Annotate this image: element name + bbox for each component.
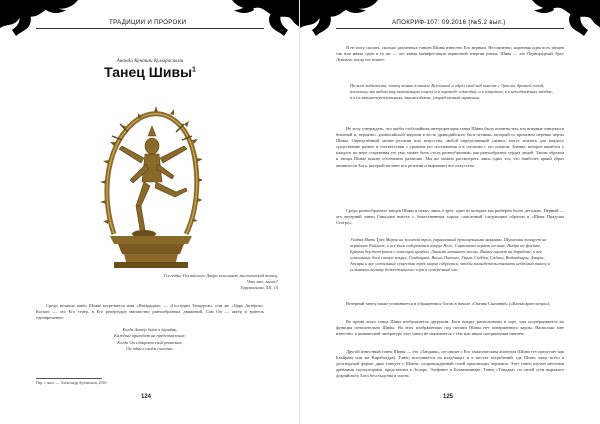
- right-paragraph-3: Среди разнообразных танцев Шивы я скажу лишь о трёх, один из которых мы разберём более детально. Первый — это вечерний танец Гималаев вместе с божественным хором, описанный следующим образом в «Шива Прадоша Стотре»:: [336, 208, 564, 226]
- intro-paragraph: Среди великих имён Шивы встречается имя «Натараджа» — «Господин Танцоров», или же «Царь Актёров». Космос — это Его театр, в Его репертуаре множество разнообразных движений, Сам Он — актёр и зритель одновременно:: [36, 303, 264, 321]
- verse-block: [36, 327, 264, 352]
- left-header-rule: [36, 28, 264, 29]
- right-paragraph-1: Я не могу сказать, сколько различных танцев Шивы известно Его верным. Несомненно, коренная идея всех танцев так или иначе одна и та же — это явная манифестация первичной энергии ритма. Шива — это Перворо́дный Эрос Лукиана, когда тот пишет:: [336, 45, 564, 63]
- figure-caption: [108, 273, 278, 292]
- article-author: Ананда Кентиш Кумарасвами: [116, 58, 184, 64]
- title-footnote-mark: 1: [192, 66, 196, 74]
- caption-source: Тирувасагам, XII, 14: [240, 285, 278, 291]
- right-paragraph-5: Во время этого танца Шива изображается двуруким. Боги вокруг расположены в хоре, чем подчёркивается их функция относительно Шивы. На этих изображениях под ногами Шивы нет поверженного карлы. Насколько мне известно, в шиваитской литературе этот танец не связывается с тем или иным специальным именем.: [336, 319, 564, 337]
- right-page-number: 125: [443, 394, 454, 400]
- footnote: Пер. с англ. — Александр Артамонов, 2016.: [36, 381, 108, 385]
- left-page-number: 124: [141, 394, 152, 400]
- right-running-header: АПОКРИФ-107: 09.2016 (№5.2 вып.): [392, 19, 506, 26]
- verse-line: Когда Актёр бьёт в барабан,: [122, 327, 178, 332]
- left-running-header: ТРАДИЦИИ И ПРОРОКИ: [109, 19, 187, 26]
- pradosha-stotra-quote: Усадив Мать Трёх Миров на золотой трон, украшенный драгоценными камнями, Шулапани танцует на вершинах Кайласа, и все боги собираются вокруг Него; Сарасвати играет на вине, Индра на флейте, Брахма держит ритм с помощью цимбал, Лакшми начинает песню, Вишну играет на барабане, и все остальные боги стоят вокруг; Гандхарвы, Якши, Патаги, Урага, Сиддхи, Садхьи, Видьядхары, Амары, Апсары и все остальные существа трёх миров собрались, чтобы засвидетельствовать небесный танец и услышать музыку божественного хора в сумеречный час.: [350, 237, 550, 273]
- right-header-rule: [336, 28, 564, 29]
- right-paragraph-2: Не хочу утверждать, что якобы глубочайшая интерпретация танца Шивы была понятна тем, кто впервые танцевал в бешеной и, вероятно, дионисийской энергии в честь дравидийского бога-лесника, который со временем перенял черты Шивы. Определённый мотив религии или искусства, любой определяющий символ, могут значить для каждого существенно разное в соответствии с уровнем его постижения и в согласии с его опытом. Знание, которое является у каждого по мере созревания его ума, может быть столь разнообразным, как разнообразны сердца людей. Таким образом и танцы Шивы можно обозначить различно. Мы же можем рассмотреть лишь один, тот, что наиболее яркий образ активности Бога, который желают все религии и выражают все искусства.: [336, 126, 564, 168]
- footnote-rule: [36, 378, 102, 379]
- lucian-quote: По всей видимости, танец возник в начале Вселенной и обрёл свой вид вместе с Эросом, древней силой, поскольку мы видим эту изначальную пляску и в хороводе созвездий, и в планетах, и в неподвижных звёздах, и в их взаимопереплетениях, взаимообмене, упорядоченной гармонии.: [350, 83, 553, 101]
- verse-line: Каждый приходит на представление;: [114, 333, 186, 339]
- verse-line: Когда Он собирает свой реквизит,: [117, 339, 183, 345]
- article-title: [0, 64, 300, 80]
- right-paragraph-4: Вечерний танец также упоминается в обращении к богам в начале «Океана Сказаний» («Катхасаритсагара»).: [346, 301, 551, 306]
- nataraja-statue-icon: [100, 84, 202, 270]
- nataraja-figure: [100, 84, 202, 270]
- right-paragraph-6: Другой известный танец Шивы — это «Тандава», он связан с Его тамасическим аспектом (Шива тут предстаёт как Бхайрава или же Вирабхадра). Танец исполняется на кладбищах и в местах погребений, где Шива, чаще всего в десятирукой форме, дико танцует с Шакти, сопровождаемый стаей прыгающих чертиков. Этот танец изучен многими древними скульпторами, представлен в Эллоре, Элефанте и Бхуванешваре. Танец «Тандава» по своей сути выражает доарийского Бога бесстыдства и плоти.: [336, 349, 564, 379]
- caption-line: Господин Тиллаи́ского Двора исполняет мистический танец.: [164, 273, 278, 278]
- caption-line: Что это, вы́ше?: [246, 279, 278, 285]
- verse-line: Он один в своём счастье.: [126, 345, 174, 351]
- article-title-text: Танец Шивы: [104, 64, 193, 80]
